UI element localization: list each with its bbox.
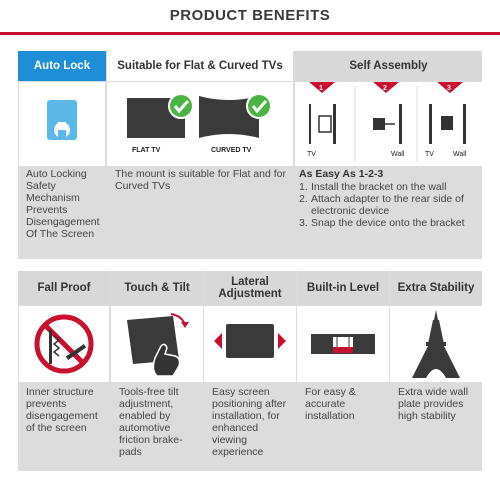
assembly-step xyxy=(299,217,478,229)
benefit-self-assembly xyxy=(295,51,482,259)
extra-stability-image xyxy=(390,306,482,382)
benefit-description: Inner structure prevents disengagement of the screen xyxy=(26,386,98,434)
assembly-subtitle: As Easy As 1-2-3 xyxy=(299,168,384,180)
wall-label: Wall xyxy=(391,151,405,158)
lateral-adjustment-image xyxy=(204,306,296,382)
touch-tilt-image xyxy=(111,306,203,382)
title-divider xyxy=(0,32,500,35)
benefit-touch-tilt xyxy=(111,271,203,471)
step-2-illustration xyxy=(373,82,405,158)
benefit-header: Touch & Tilt xyxy=(111,271,203,305)
page-title: PRODUCT BENEFITS xyxy=(169,7,331,24)
benefit-flat-curved xyxy=(107,51,293,259)
benefit-description: Tools-free tilt adjustment, enabled by automotive friction brake-pads xyxy=(119,386,183,458)
tv-label: TV xyxy=(307,151,316,158)
curved-tv-label: CURVED TV xyxy=(211,147,252,154)
benefit-description: Easy screen positioning after installation, for enhanced viewing experience xyxy=(212,386,287,458)
benefit-header: Lateral Adjustment xyxy=(204,271,296,305)
bottom-benefits-panel xyxy=(18,271,482,471)
benefit-header: Extra Stability xyxy=(390,271,482,305)
benefit-header: Fall Proof xyxy=(18,271,110,305)
tv-label: TV xyxy=(425,151,434,158)
benefit-extra-stability xyxy=(390,271,482,471)
wall-label: Wall xyxy=(453,151,467,158)
step-text: Attach adapter to the rear side of electronic device xyxy=(311,193,464,217)
flat-tv-label: FLAT TV xyxy=(132,147,161,154)
step-text: Install the bracket on the wall xyxy=(311,181,447,193)
benefit-fall-proof xyxy=(18,271,110,471)
assembly-steps-image xyxy=(295,82,482,166)
flat-curved-image xyxy=(107,82,293,166)
lock-icon xyxy=(19,82,105,166)
step-badge: 2 xyxy=(383,85,387,92)
step-badge: 1 xyxy=(319,85,323,92)
benefit-lateral-adjustment xyxy=(204,271,296,471)
no-fall-icon xyxy=(19,306,109,382)
eiffel-tower-icon xyxy=(390,306,482,382)
step-1-illustration xyxy=(307,82,336,158)
lateral-arrows-icon xyxy=(204,306,296,382)
step-3-illustration xyxy=(425,82,467,158)
assembly-step xyxy=(299,193,478,217)
benefit-header: Built-in Level xyxy=(297,271,389,305)
benefit-description: Extra wide wall plate provides high stability xyxy=(398,386,469,422)
step-badge: 3 xyxy=(447,85,451,92)
assembly-description xyxy=(295,165,482,232)
step-text: Snap the device onto the bracket xyxy=(311,217,465,229)
benefit-header: Auto Lock xyxy=(18,51,106,81)
spirit-level-icon xyxy=(297,306,389,382)
check-icon xyxy=(169,94,193,118)
benefit-description: Auto Locking Safety Mechanism Prevents Disengagement Of The Screen xyxy=(26,168,100,240)
benefit-header: Self Assembly xyxy=(295,51,482,81)
assembly-step xyxy=(299,181,478,193)
benefit-header: Suitable for Flat & Curved TVs xyxy=(107,51,293,81)
benefit-auto-lock xyxy=(18,51,106,259)
check-icon xyxy=(247,94,271,118)
tilt-hand-icon xyxy=(111,306,203,382)
benefit-description: For easy & accurate installation xyxy=(305,386,356,422)
step-number: 1. xyxy=(299,181,308,193)
auto-lock-image xyxy=(19,82,105,166)
step-number: 3. xyxy=(299,217,308,229)
fall-proof-image xyxy=(19,306,109,382)
benefit-built-in-level xyxy=(297,271,389,471)
step-number: 2. xyxy=(299,193,308,205)
title-bar xyxy=(0,0,500,34)
top-benefits-panel xyxy=(18,51,482,259)
benefit-description: The mount is suitable for Flat and for Curved TVs xyxy=(115,168,286,192)
built-in-level-image xyxy=(297,306,389,382)
